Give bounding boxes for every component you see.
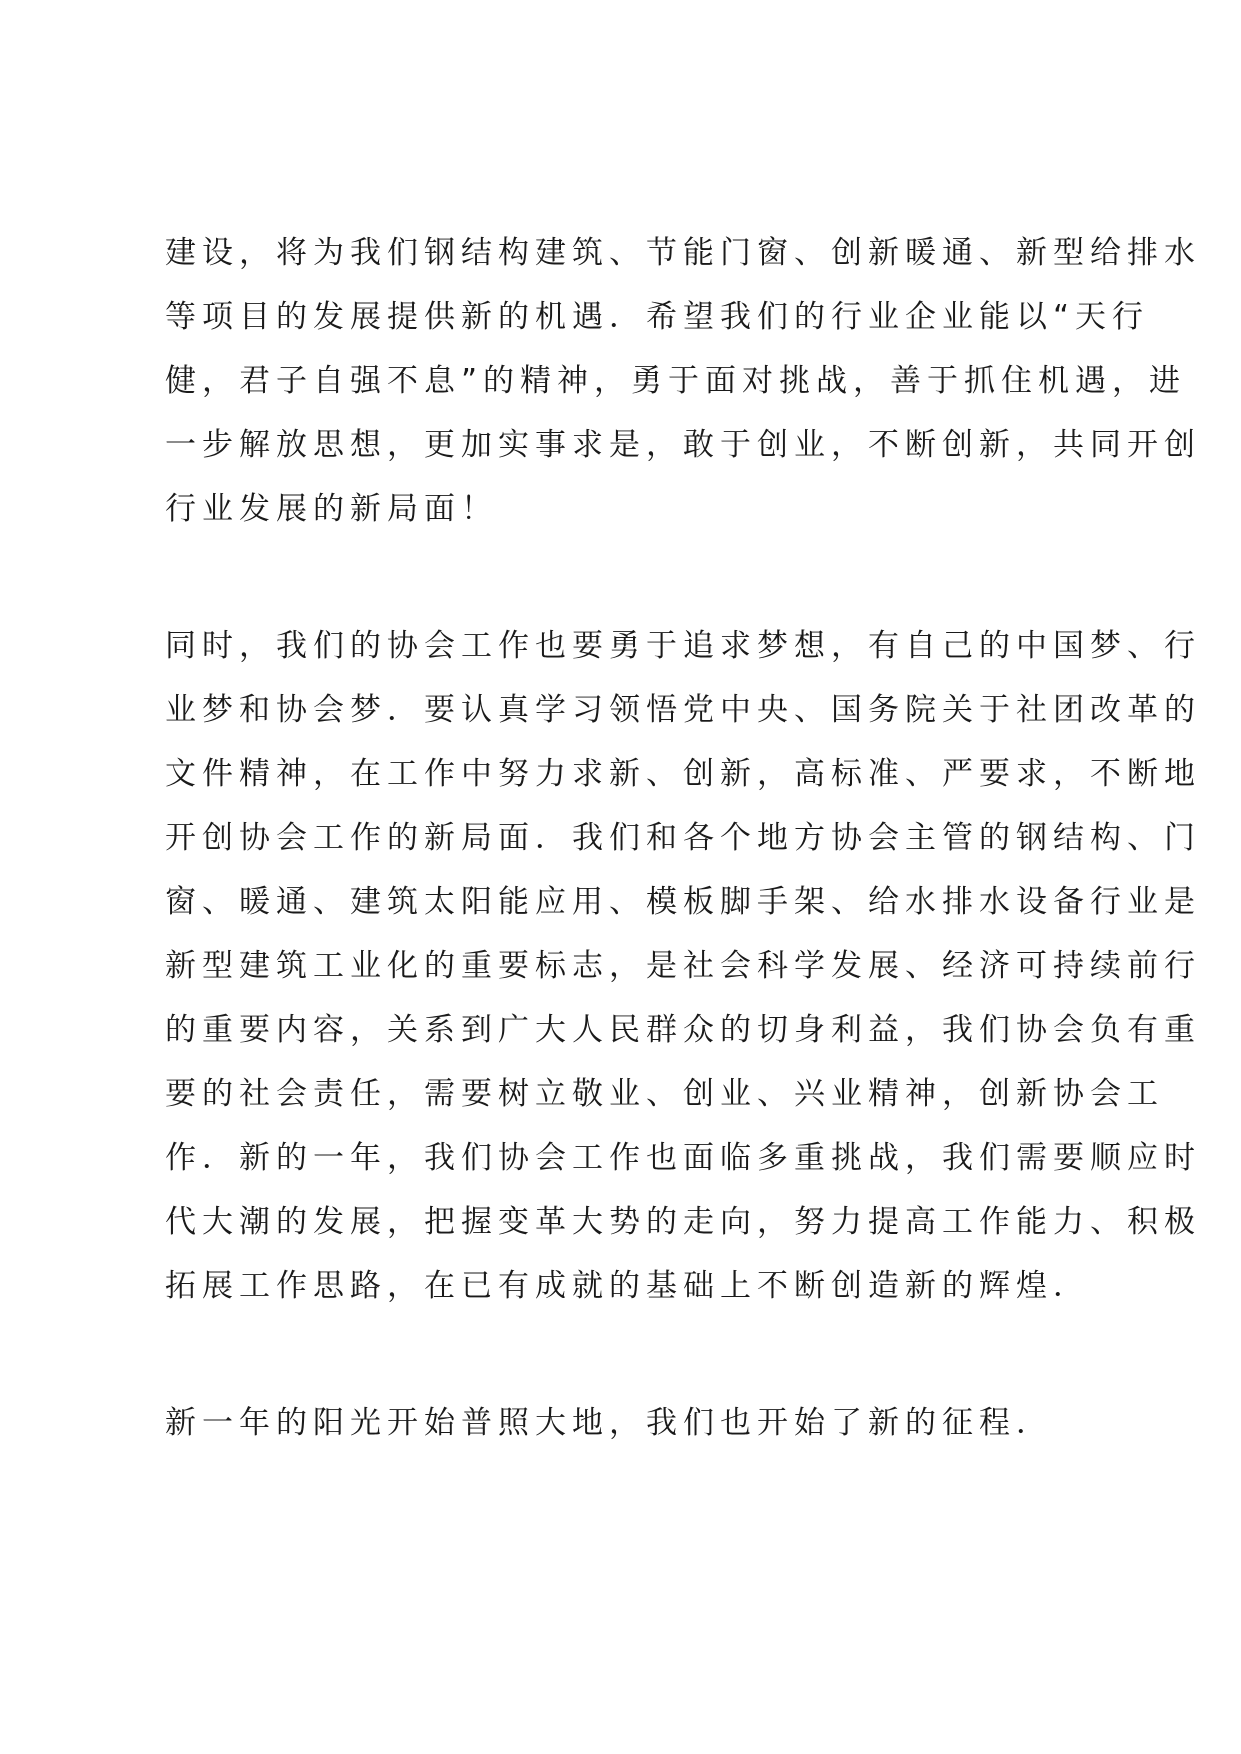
text-line: 文件精神，在工作中努力求新、创新，高标准、严要求，不断地 <box>165 756 1201 792</box>
text-line: 作．新的一年，我们协会工作也面临多重挑战，我们需要顺应时 <box>165 1140 1201 1176</box>
text-line: 代大潮的发展，把握变革大势的走向，努力提高工作能力、积极 <box>165 1204 1201 1240</box>
text-line: 等项目的发展提供新的机遇．希望我们的行业企业能以“天行 <box>165 299 1150 335</box>
paragraph-2 <box>165 614 1201 1318</box>
text-line: 一步解放思想，更加实事求是，敢于创业，不断创新，共同开创 <box>165 427 1201 463</box>
text-line: 开创协会工作的新局面．我们和各个地方协会主管的钢结构、门 <box>165 820 1201 856</box>
text-line: 新型建筑工业化的重要标志，是社会科学发展、经济可持续前行 <box>165 948 1201 984</box>
text-line: 新一年的阳光开始普照大地，我们也开始了新的征程． <box>165 1405 1053 1441</box>
text-line: 拓展工作思路，在已有成就的基础上不断创造新的辉煌． <box>165 1268 1090 1304</box>
text-line: 建设，将为我们钢结构建筑、节能门窗、创新暖通、新型给排水 <box>165 235 1201 271</box>
text-line: 同时，我们的协会工作也要勇于追求梦想，有自己的中国梦、行 <box>165 628 1201 664</box>
text-line: 行业发展的新局面！ <box>165 491 498 527</box>
paragraph-1 <box>165 221 1201 541</box>
text-line: 的重要内容，关系到广大人民群众的切身利益，我们协会负有重 <box>165 1012 1201 1048</box>
text-line: 业梦和协会梦．要认真学习领悟党中央、国务院关于社团改革的 <box>165 692 1201 728</box>
text-line: 健，君子自强不息”的精神，勇于面对挑战，善于抓住机遇，进 <box>165 363 1187 399</box>
paragraph-3 <box>165 1391 1105 1455</box>
text-line: 窗、暖通、建筑太阳能应用、模板脚手架、给水排水设备行业是 <box>165 884 1201 920</box>
text-line: 要的社会责任，需要树立敬业、创业、兴业精神，创新协会工 <box>165 1076 1164 1112</box>
